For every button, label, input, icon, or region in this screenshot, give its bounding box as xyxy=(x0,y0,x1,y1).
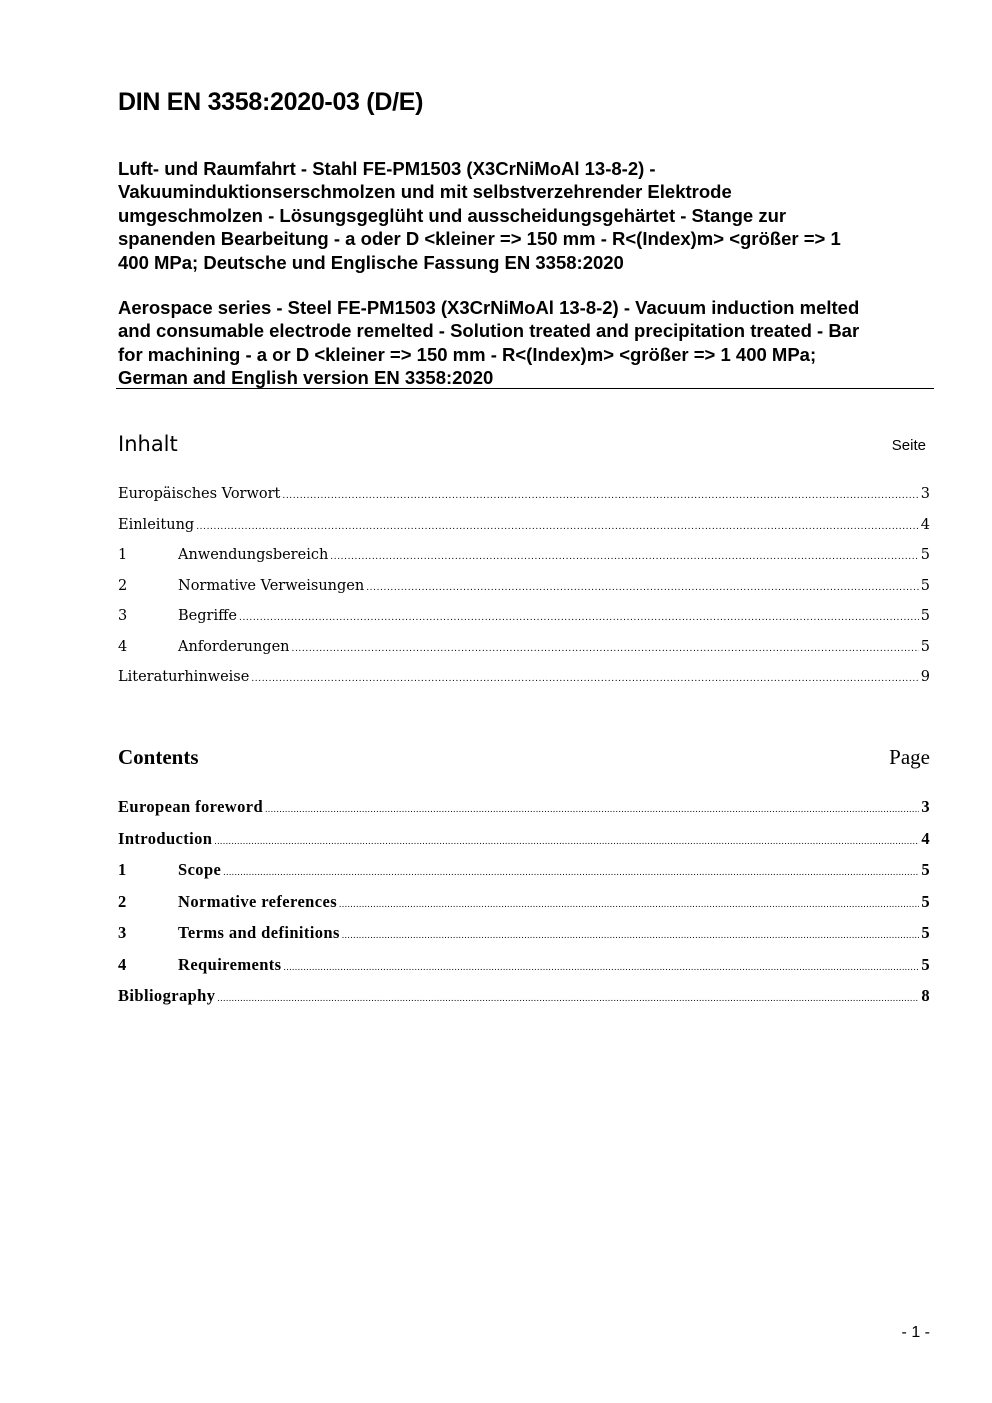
toc-entry-label: Begriffe xyxy=(178,608,237,624)
toc-english-page-label: Page xyxy=(889,745,930,769)
subtitle-line: Vakuuminduktionserschmolzen und mit selbstverzehrender Elektrode xyxy=(118,181,732,203)
toc-english-header xyxy=(118,740,930,770)
toc-leader xyxy=(196,522,919,532)
toc-leader xyxy=(214,836,919,846)
toc-german xyxy=(118,486,930,700)
toc-entry-label: Scope xyxy=(178,860,222,879)
subtitle-line: and consumable electrode remelted - Solution treated and precipitation treated - Bar xyxy=(118,320,860,342)
toc-entry-page: 5 xyxy=(921,891,930,911)
subtitle-line: Luft- und Raumfahrt - Stahl FE-PM1503 (X3CrNiMoAl 13-8-2) - xyxy=(118,158,656,179)
toc-entry-page: 5 xyxy=(920,638,930,655)
toc-entry-page: 5 xyxy=(920,577,930,594)
toc-entry[interactable] xyxy=(118,860,930,892)
toc-leader xyxy=(292,644,919,654)
toc-entry[interactable] xyxy=(118,547,930,578)
subtitle-english xyxy=(118,296,938,390)
toc-entry-label: Normative Verweisungen xyxy=(178,577,365,594)
toc-leader xyxy=(223,867,919,877)
toc-entry-page: 3 xyxy=(920,486,930,502)
page-number: - 1 - xyxy=(901,1324,930,1341)
toc-english-heading: Contents xyxy=(118,745,199,769)
toc-leader xyxy=(330,552,918,562)
toc-entry-number: 2 xyxy=(118,577,128,594)
document-title: DIN EN 3358:2020-03 (D/E) xyxy=(118,88,424,116)
toc-leader xyxy=(265,804,919,814)
subtitle-line: umgeschmolzen - Lösungsgeglüht und ausscheidungsgehärtet - Stange zur xyxy=(118,204,787,226)
toc-entry-page: 5 xyxy=(920,547,930,563)
toc-entry[interactable] xyxy=(118,829,930,861)
toc-entry-number: 3 xyxy=(118,608,128,624)
toc-entry[interactable] xyxy=(118,669,930,700)
subtitle-line: 400 MPa; Deutsche und Englische Fassung EN 3358:2020 xyxy=(118,251,624,273)
toc-entry[interactable] xyxy=(118,986,930,1018)
toc-entry-page: 5 xyxy=(921,954,930,974)
toc-entry-number: 4 xyxy=(118,954,127,974)
toc-leader xyxy=(339,899,919,909)
toc-entry-label: Normative references xyxy=(178,891,338,911)
toc-entry[interactable] xyxy=(118,486,930,517)
toc-entry[interactable] xyxy=(118,892,930,924)
toc-entry-label: Terms and definitions xyxy=(178,923,340,942)
toc-leader xyxy=(282,491,918,501)
toc-entry-number: 3 xyxy=(118,923,127,942)
toc-leader xyxy=(284,962,920,972)
toc-entry[interactable] xyxy=(118,608,930,639)
toc-entry[interactable] xyxy=(118,517,930,548)
toc-german-header xyxy=(118,426,930,456)
toc-entry-label: Europäisches Vorwort xyxy=(118,486,281,502)
toc-entry[interactable] xyxy=(118,578,930,609)
toc-entry-label: Anwendungsbereich xyxy=(178,547,329,563)
toc-entry[interactable] xyxy=(118,955,930,987)
toc-entry-page: 5 xyxy=(921,860,930,879)
toc-entry-label: Introduction xyxy=(118,828,213,848)
toc-entry-label: Anforderungen xyxy=(178,638,290,655)
subtitle-line: Aerospace series - Steel FE-PM1503 (X3CrNiMoAl 13-8-2) - Vacuum induction melted xyxy=(118,297,860,318)
toc-entry-number: 2 xyxy=(118,891,127,911)
toc-entry-number: 1 xyxy=(118,860,127,879)
title-divider xyxy=(116,388,934,389)
subtitle-german xyxy=(118,157,938,274)
toc-entry-page: 5 xyxy=(920,608,930,624)
subtitle-line: for machining - a or D <kleiner => 150 mm - R<(Index)m> <größer => 1 400 MPa; xyxy=(118,343,817,365)
subtitle-line: German and English version EN 3358:2020 xyxy=(118,367,494,389)
toc-entry-page: 8 xyxy=(921,986,930,1005)
toc-leader xyxy=(251,674,918,684)
subtitle-line: spanenden Bearbeitung - a oder D <kleiner => 150 mm - R<(Index)m> <größer => 1 xyxy=(118,228,841,250)
toc-entry-label: Bibliography xyxy=(118,986,216,1005)
toc-leader xyxy=(239,613,919,623)
toc-entry[interactable] xyxy=(118,923,930,955)
toc-german-heading: Inhalt xyxy=(118,432,178,456)
toc-entry-number: 1 xyxy=(118,547,128,563)
toc-entry-label: Literaturhinweise xyxy=(118,669,250,685)
toc-leader xyxy=(342,930,920,940)
toc-english xyxy=(118,797,930,1018)
toc-leader xyxy=(217,993,919,1003)
toc-entry-label: Requirements xyxy=(178,954,282,974)
toc-entry-number: 4 xyxy=(118,638,128,655)
toc-leader xyxy=(366,583,919,593)
toc-entry-page: 9 xyxy=(920,669,930,685)
toc-entry-page: 5 xyxy=(921,923,930,942)
toc-entry-page: 3 xyxy=(921,797,930,816)
toc-entry-page: 4 xyxy=(920,516,930,533)
toc-entry-label: European foreword xyxy=(118,797,264,816)
toc-entry-label: Einleitung xyxy=(118,516,195,533)
toc-german-page-label: Seite xyxy=(891,437,926,454)
toc-entry[interactable] xyxy=(118,639,930,670)
toc-entry-page: 4 xyxy=(921,828,930,848)
toc-entry[interactable] xyxy=(118,797,930,829)
